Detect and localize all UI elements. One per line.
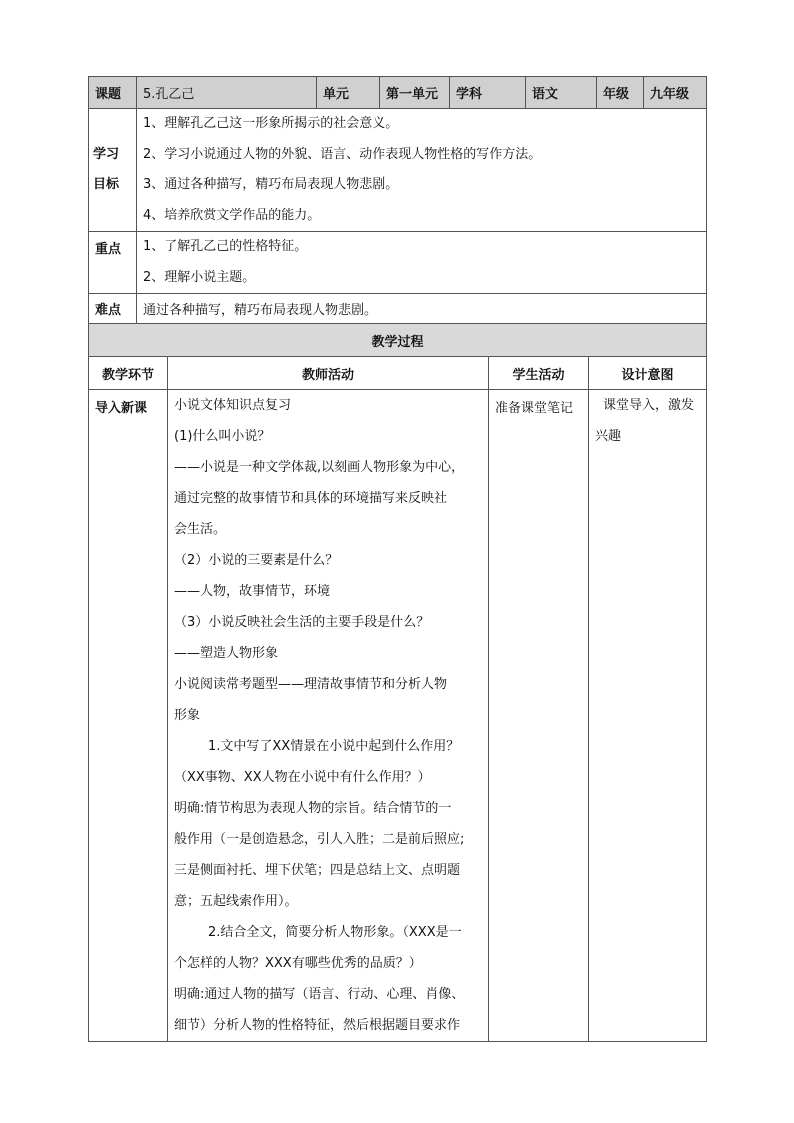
intent-line: 兴趣 xyxy=(595,429,622,444)
teacher-line: （3）小说反映社会生活的主要手段是什么？ xyxy=(174,615,430,630)
teacher-line: 明确:情节构思为表现人物的宗旨。结合情节的一 xyxy=(174,801,452,816)
teacher-line: 个怎样的人物？XXX有哪些优秀的品质？） xyxy=(174,956,422,971)
difficulty-label: 难点 xyxy=(89,294,137,324)
objectives-row xyxy=(89,109,707,232)
stage-cell: 导入新课 xyxy=(89,390,168,1042)
keti-label: 课题 xyxy=(89,77,137,109)
process-table xyxy=(88,323,707,1042)
teacher-line: 明确:通过人物的描写（语言、行动、心理、肖像、 xyxy=(174,987,465,1002)
info-header-row xyxy=(89,77,707,109)
xueke-value: 语文 xyxy=(526,77,597,109)
keypoints-row xyxy=(89,232,707,294)
keypoints-list xyxy=(137,232,707,294)
teacher-line: （2）小说的三要素是什么？ xyxy=(174,553,339,568)
teacher-line: 1.文中写了XX情景在小说中起到什么作用？ xyxy=(208,739,460,754)
intent-cell xyxy=(589,390,707,1042)
teacher-line: 小说文体知识点复习 xyxy=(174,398,292,413)
teacher-line: ——小说是一种文学体裁,以刻画人物形象为中心， xyxy=(174,460,465,475)
difficulty-row xyxy=(89,294,707,324)
objective-item: 1、理解孔乙己这一形象所揭示的社会意义。 xyxy=(143,116,399,131)
teacher-line: 意；五起线索作用）。 xyxy=(174,894,298,909)
keypoints-label: 重点 xyxy=(89,232,137,294)
student-activity-cell: 准备课堂笔记 xyxy=(489,390,589,1042)
process-row-intro xyxy=(89,390,707,1042)
objectives-list xyxy=(137,109,707,232)
nianji-value: 九年级 xyxy=(644,77,707,109)
teacher-line: 形象 xyxy=(174,708,201,723)
teacher-line: (1)什么叫小说？ xyxy=(174,429,271,444)
objectives-label-line2: 目标 xyxy=(93,177,120,192)
teacher-line: 会生活。 xyxy=(174,522,227,537)
teacher-line: 2.结合全文，简要分析人物形象。（XXX是一 xyxy=(208,925,462,940)
keypoint-item: 1、了解孔乙己的性格特征。 xyxy=(143,239,308,254)
keypoint-item: 2、理解小说主题。 xyxy=(143,269,256,285)
objective-item: 3、通过各种描写，精巧布局表现人物悲剧。 xyxy=(143,177,399,192)
xueke-label: 学科 xyxy=(450,77,526,109)
nianji-label: 年级 xyxy=(597,77,644,109)
col-intent: 设计意图 xyxy=(589,357,707,390)
teacher-line: 小说阅读常考题型——理清故事情节和分析人物 xyxy=(174,677,448,692)
objectives-label-line1: 学习 xyxy=(93,147,120,162)
danyuan-value: 第一单元 xyxy=(380,77,450,109)
info-table xyxy=(88,76,707,324)
teacher-line: 三是侧面衬托、埋下伏笔；四是总结上文、点明题 xyxy=(174,863,461,878)
process-title-row xyxy=(89,324,707,357)
keti-value: 5.孔乙己 xyxy=(137,77,317,109)
teacher-line: 细节）分析人物的性格特征，然后根据题目要求作 xyxy=(174,1018,461,1033)
intent-line: 课堂导入，激发 xyxy=(603,398,695,413)
col-student: 学生活动 xyxy=(489,357,589,390)
teacher-line: ——人物，故事情节，环境 xyxy=(174,584,331,599)
objective-item: 4、培养欣赏文学作品的能力。 xyxy=(143,207,321,223)
process-header-row xyxy=(89,357,707,390)
col-stage: 教学环节 xyxy=(89,357,168,390)
objectives-label xyxy=(89,109,137,232)
col-teacher: 教师活动 xyxy=(168,357,489,390)
teacher-activity-cell xyxy=(168,390,489,1042)
lesson-plan-sheet xyxy=(88,76,706,1042)
objective-item: 2、学习小说通过人物的外貌、语言、动作表现人物性格的写作方法。 xyxy=(143,146,542,162)
teacher-line: 通过完整的故事情节和具体的环境描写来反映社 xyxy=(174,491,448,506)
difficulty-text: 通过各种描写，精巧布局表现人物悲剧。 xyxy=(137,294,707,324)
teacher-line: （XX事物、XX人物在小说中有什么作用？） xyxy=(174,770,431,785)
teacher-line: ——塑造人物形象 xyxy=(174,646,279,661)
teacher-line: 般作用（一是创造悬念，引人入胜；二是前后照应; xyxy=(174,832,465,847)
danyuan-label: 单元 xyxy=(317,77,380,109)
process-title: 教学过程 xyxy=(89,324,707,357)
